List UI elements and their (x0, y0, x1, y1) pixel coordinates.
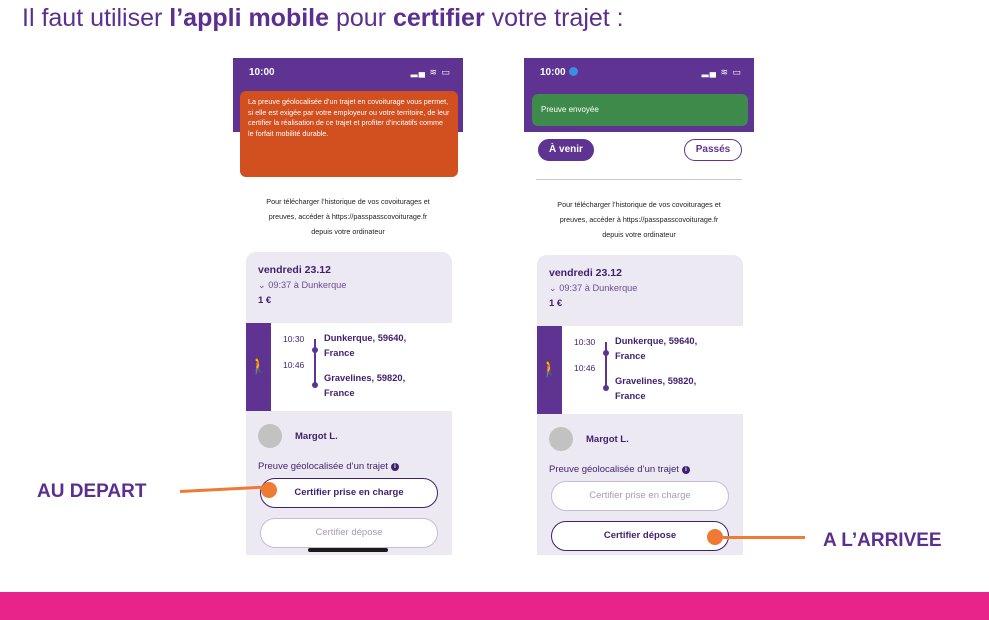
route-origin-line: France (615, 351, 646, 361)
trip-departure[interactable]: ⌄ 09:37 à Dunkerque (258, 280, 347, 290)
callout-departure-label: AU DEPART (37, 481, 147, 502)
route-dot (312, 347, 318, 353)
download-info (241, 194, 455, 239)
status-time-text: 10:00 (540, 67, 566, 78)
status-bar (524, 58, 754, 88)
download-info-line: Pour télécharger l’historique de vos covoiturages et (266, 197, 430, 206)
route-time-start: 10:30 (283, 334, 305, 344)
download-info-line: Pour télécharger l’historique de vos covoiturages et (557, 200, 721, 209)
walk-icon: 🚶 (537, 326, 562, 414)
driver-name: Margot L. (295, 431, 338, 442)
trip-departure[interactable]: ⌄ 09:37 à Dunkerque (549, 283, 638, 293)
tab-past[interactable]: Passés (684, 139, 742, 161)
callout-arrival-label: A L’ARRIVEE (823, 530, 942, 551)
certify-dropoff-button[interactable]: Certifier dépose (551, 521, 729, 551)
trip-price: 1 € (549, 298, 563, 309)
route-destination-line: France (615, 391, 646, 401)
route-origin (324, 331, 406, 361)
route-origin-line: Dunkerque, 59640, (615, 336, 698, 346)
route-dot (603, 350, 609, 356)
signal-wifi-battery-icon: ▂▄ ≋ ▭ (410, 67, 451, 77)
proof-label-text: Preuve géolocalisée d’un trajet (549, 464, 679, 475)
download-info (532, 197, 746, 242)
route-origin (615, 334, 697, 364)
route-destination (615, 374, 696, 404)
proof-label (258, 461, 399, 472)
phone-screenshot-arrival (524, 58, 754, 555)
signal-wifi-battery-icon: ▂▄ ≋ ▭ (701, 67, 742, 77)
tab-divider (536, 179, 742, 180)
slide-title (22, 4, 624, 33)
callout-arrival-dot (707, 529, 723, 545)
route-origin-line: Dunkerque, 59640, (324, 333, 407, 343)
trip-card[interactable] (246, 252, 452, 555)
trip-card[interactable] (537, 255, 743, 555)
route-destination-line: Gravelines, 59820, (324, 373, 406, 383)
download-info-line: depuis votre ordinateur (602, 230, 676, 239)
route-dot (312, 382, 318, 388)
walk-icon: 🚶 (246, 323, 271, 411)
download-info-line: preuves, accéder à https://passpasscovoiturage.fr (268, 212, 428, 221)
info-icon[interactable]: i (391, 463, 399, 471)
route-line (314, 339, 316, 385)
certify-pickup-button[interactable]: Certifier prise en charge (260, 478, 438, 508)
trip-price: 1 € (258, 295, 272, 306)
proof-label-text: Preuve géolocalisée d’un trajet (258, 461, 388, 472)
status-time (540, 67, 578, 78)
title-part: pour (329, 4, 393, 32)
location-arrow-icon (569, 67, 578, 76)
title-part: votre trajet : (484, 4, 624, 32)
trip-date: vendredi 23.12 (258, 264, 331, 276)
callout-arrival-line (715, 536, 805, 539)
proof-label (549, 464, 690, 475)
route-time-start: 10:30 (574, 337, 596, 347)
driver-name: Margot L. (586, 434, 629, 445)
trip-date: vendredi 23.12 (549, 267, 622, 279)
download-info-line: depuis votre ordinateur (311, 227, 385, 236)
avatar (258, 424, 282, 448)
trip-route (246, 323, 452, 411)
home-indicator (308, 548, 388, 552)
route-destination-line: Gravelines, 59820, (615, 376, 697, 386)
route-time-end: 10:46 (283, 360, 305, 370)
status-time: 10:00 (249, 67, 275, 78)
route-destination (324, 371, 405, 401)
certify-dropoff-button[interactable]: Certifier dépose (260, 518, 438, 548)
route-time-end: 10:46 (574, 363, 596, 373)
title-emphasis: certifier (392, 4, 485, 32)
certify-pickup-button[interactable]: Certifier prise en charge (551, 481, 729, 511)
route-destination-line: France (324, 388, 355, 398)
download-info-line: preuves, accéder à https://passpasscovoiturage.fr (559, 215, 719, 224)
trip-route (537, 326, 743, 414)
info-toast[interactable]: La preuve géolocalisée d’un trajet en covoiturage vous permet, si elle est exigée par votre employeur ou votre territoire, de leur certifier la réalisation de ce trajet et profiter d’incitatifs comme le forfait mobilité durable. (240, 91, 458, 177)
info-icon[interactable]: i (682, 466, 690, 474)
route-origin-line: France (324, 348, 355, 358)
tab-upcoming[interactable]: À venir (538, 139, 594, 161)
route-dot (603, 385, 609, 391)
title-emphasis: l’appli mobile (169, 4, 330, 32)
callout-departure-dot (261, 482, 277, 498)
phone-screenshot-departure (233, 58, 463, 555)
avatar (549, 427, 573, 451)
footer-band (0, 592, 989, 620)
success-toast[interactable]: Preuve envoyée (532, 94, 748, 126)
title-part: Il faut utiliser (22, 4, 170, 32)
route-line (605, 342, 607, 388)
status-bar (233, 58, 463, 88)
